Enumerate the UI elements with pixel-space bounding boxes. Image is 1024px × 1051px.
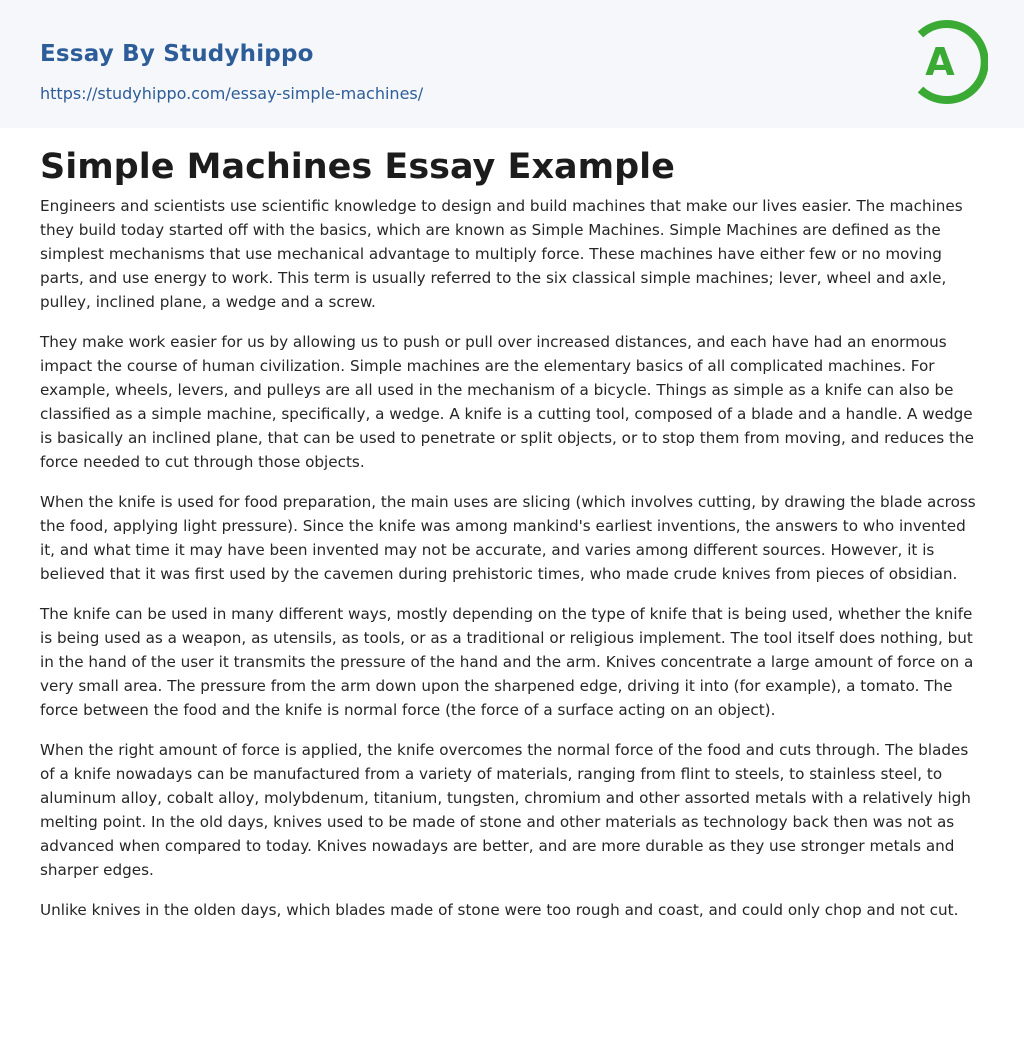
brand-title[interactable]: Essay By Studyhippo bbox=[40, 41, 314, 67]
logo-letter: A bbox=[925, 40, 955, 84]
essay-paragraph-2: They make work easier for us by allowing us to push or pull over increased distances, and each have had an enormous impact the course of human civilization. Simple machines are the elementary basics of all complicated machines. For example, wheels, levers, and pulleys are all used in the mechanism of a bicycle. Things as simple as a knife can also be classified as a simple machine, specifically, a wedge. A knife is a cutting tool, composed of a blade and a handle. A wedge is basically an inclined plane, that can be used to penetrate or split objects, or to stop them from moving, and reduces the force needed to cut through those objects. bbox=[40, 333, 974, 471]
essay-paragraph-5: When the right amount of force is applied, the knife overcomes the normal force of the food and cuts through. The blades of a knife nowadays can be manufactured from a variety of materials, ranging from flint to steels, to stainless steel, to aluminum alloy, cobalt alloy, molybdenum, titanium, tungsten, chromium and other assorted metals with a relatively high melting point. In the old days, knives used to be made of stone and other materials as technology back then was not as advanced when compared to today. Knives nowadays are better, and are more durable as they use stronger metals and sharper edges. bbox=[40, 741, 971, 879]
site-header bbox=[0, 0, 1024, 128]
source-url-link[interactable]: https://studyhippo.com/essay-simple-machines/ bbox=[40, 84, 424, 103]
page-title: Simple Machines Essay Example bbox=[40, 147, 675, 187]
essay-paragraph-3: When the knife is used for food preparation, the main uses are slicing (which involves cutting, by drawing the blade across the food, applying light pressure). Since the knife was among mankind's earliest inventions, the answers to who invented it, and what time it may have been invented may not be accurate, and varies among different sources. However, it is believed that it was first used by the cavemen during prehistoric times, who made crude knives from pieces of obsidian. bbox=[40, 493, 976, 583]
essay-paragraph-1: Engineers and scientists use scientific knowledge to design and build machines that make our lives easier. The machines they build today started off with the basics, which are known as Simple Machines. Simple Machines are defined as the simplest mechanisms that use mechanical advantage to multiply force. These machines have either few or no moving parts, and use energy to work. This term is usually referred to the six classical simple machines; lever, wheel and axle, pulley, inclined plane, a wedge and a screw. bbox=[40, 197, 963, 311]
essay-paragraph-4: The knife can be used in many different ways, mostly depending on the type of knife that is being used, whether the knife is being used as a weapon, as utensils, as tools, or as a traditional or religious implement. The tool itself does nothing, but in the hand of the user it transmits the pressure of the hand and the arm. Knives concentrate a large amount of force on a very small area. The pressure from the arm down upon the sharpened edge, driving it into (for example), a tomato. The force between the food and the knife is normal force (the force of a surface acting on an object). bbox=[40, 605, 974, 719]
essay-paragraph-6: Unlike knives in the olden days, which blades made of stone were too rough and coast, and could only chop and not cut. bbox=[40, 901, 959, 919]
circle-a-logo-icon[interactable] bbox=[908, 18, 988, 106]
article-body bbox=[0, 128, 1024, 922]
